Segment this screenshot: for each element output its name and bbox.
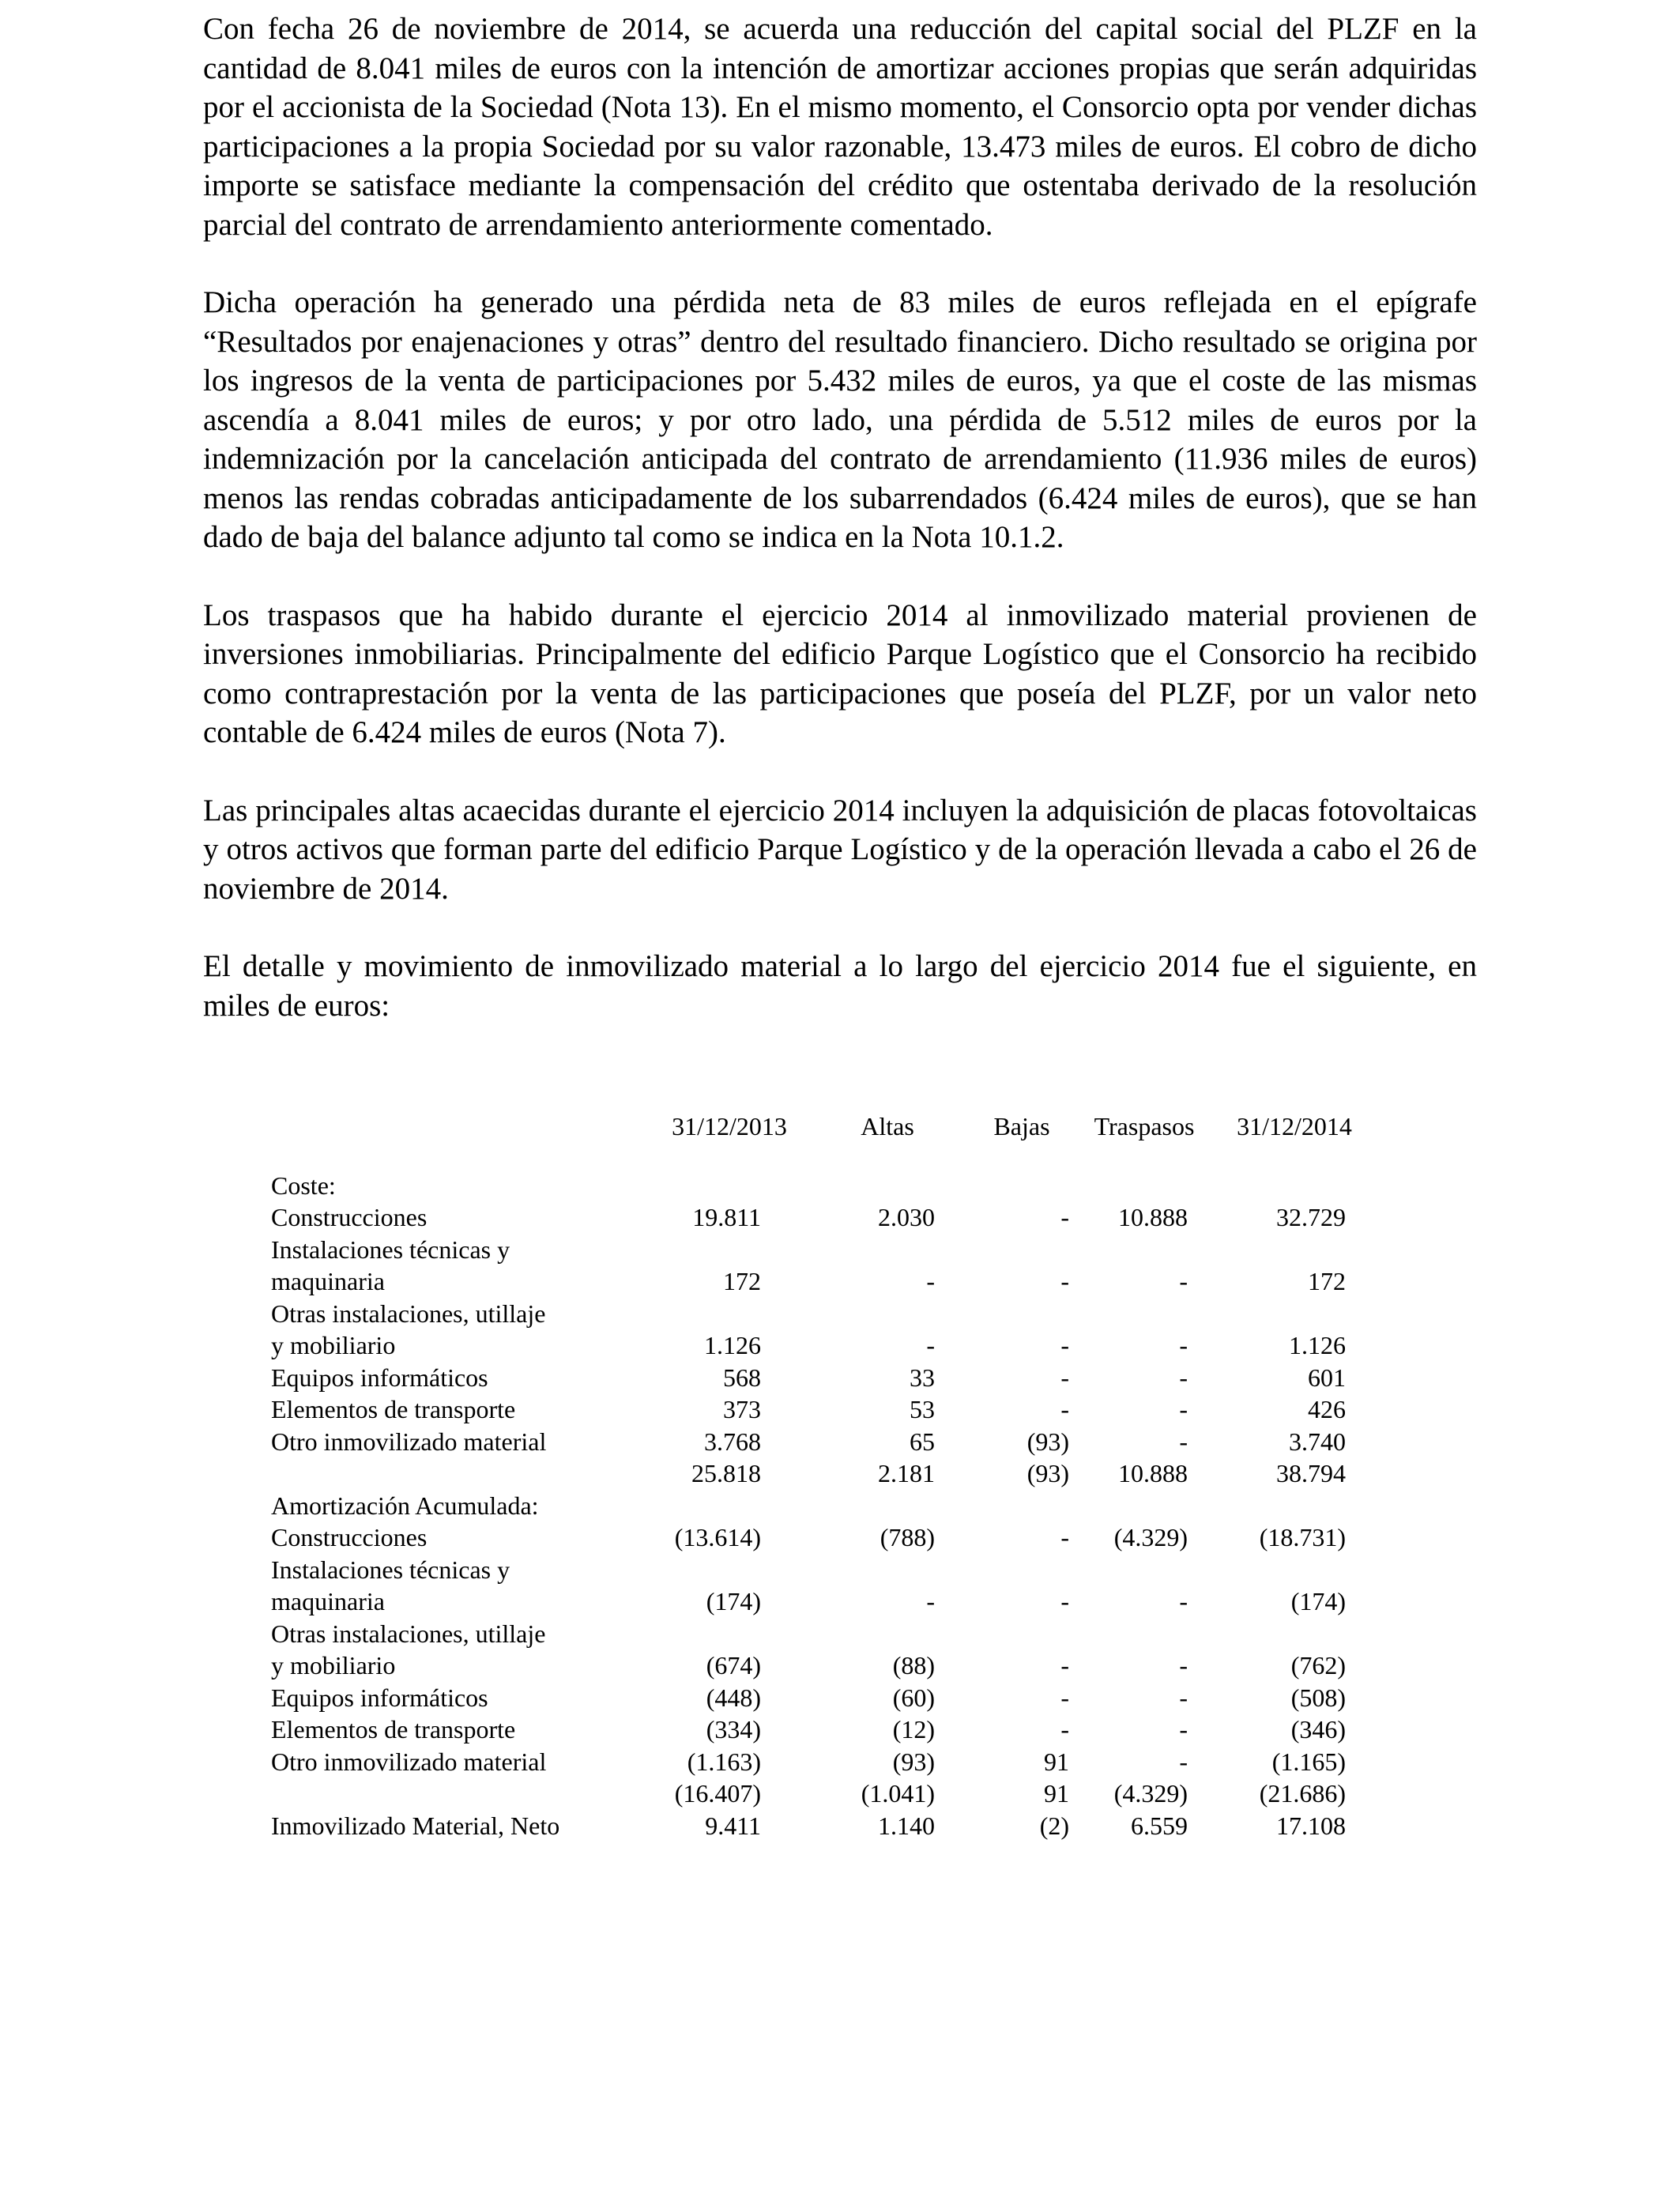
coste-title-row: [271, 1170, 1377, 1202]
header-label: [271, 1110, 650, 1143]
value-altas: 33: [910, 1363, 935, 1392]
value-31-12-2013: (16.407): [674, 1779, 761, 1808]
header-traspasos: Traspasos: [1094, 1112, 1195, 1140]
value-altas: -: [926, 1267, 935, 1295]
value-bajas: -: [1060, 1587, 1069, 1615]
row-label: maquinaria: [271, 1267, 385, 1295]
row-label: Instalaciones técnicas y: [271, 1555, 510, 1584]
empty-cell: [650, 1170, 808, 1202]
paragraph-perdida-neta: Dicha operación ha generado una pérdida neta de 83 miles de euros reflejada en el epígrafe “Resultados por enajenaciones y otras” dentro del resultado financiero. Dicho resultado se origina por los ingresos de la venta de participaciones por 5.432 miles de euros, ya que el coste de las mismas ascendía a 8.041 miles de euros; y por otro lado, una pérdida de 5.512 miles de euros por la indemnización por la cancelación anticipada del contrato de arrendamiento (11.936 miles de euros) menos las rendas cobradas anticipadamente de los subarrendados (6.424 miles de euros), que se han dado de baja del balance adjunto tal como se indica en la Nota 10.1.2.: [203, 285, 1477, 554]
value-traspasos: 6.559: [1131, 1811, 1188, 1840]
amortizacion-total-row: [271, 1777, 1377, 1810]
empty-cell: [650, 1618, 808, 1650]
paragraph-reduccion-capital: Con fecha 26 de noviembre de 2014, se acuerda una reducción del capital social del PLZF en la cantidad de 8.041 miles de euros con la intención de amortizar acciones propias que serán adquiridas por el accionista de la Sociedad (Nota 13). En el mismo momento, el Consorcio opta por vender dichas participaciones a la propia Sociedad por su valor razonable, 13.473 miles de euros. El cobro de dicho importe se satisface mediante la compensación del crédito que ostentaba derivado de la resolución parcial del contrato de arrendamiento anteriormente comentado.: [203, 12, 1477, 242]
empty-cell: [808, 1490, 966, 1522]
empty-cell: [966, 1554, 1077, 1586]
empty-cell: [808, 1298, 966, 1330]
value-traspasos: -: [1179, 1267, 1188, 1295]
empty-cell: [1211, 1490, 1377, 1522]
row-label: Otro inmovilizado material: [271, 1427, 547, 1456]
row-label: Otro inmovilizado material: [271, 1747, 547, 1776]
value-31-12-2013: 568: [723, 1363, 761, 1392]
value-bajas: -: [1060, 1267, 1069, 1295]
value-31-12-2014: 32.729: [1276, 1203, 1346, 1231]
empty-cell: [1077, 1554, 1211, 1586]
paragraph-detalle-intro: El detalle y movimiento de inmovilizado material a lo largo del ejercicio 2014 fue el siguiente, en miles de euros:: [203, 949, 1477, 1023]
empty-cell: [1077, 1170, 1211, 1202]
value-31-12-2013: (674): [706, 1651, 761, 1679]
row-label: y mobiliario: [271, 1331, 396, 1359]
value-bajas: -: [1060, 1523, 1069, 1551]
empty-cell: [808, 1618, 966, 1650]
value-altas: 2.030: [878, 1203, 935, 1231]
empty-cell: [1077, 1234, 1211, 1266]
value-31-12-2013: (1.163): [687, 1747, 761, 1776]
section-title: Coste:: [271, 1171, 336, 1200]
value-altas: 65: [910, 1427, 935, 1456]
table-row: [271, 1393, 1377, 1426]
header-altas: Altas: [861, 1112, 914, 1140]
value-31-12-2013: 9.411: [705, 1811, 761, 1840]
row-label: Otras instalaciones, utillaje: [271, 1299, 546, 1328]
inmovilizado-material-table: [271, 1110, 1377, 1842]
value-31-12-2014: (346): [1290, 1715, 1346, 1744]
value-31-12-2014: (1.165): [1271, 1747, 1346, 1776]
value-altas: 53: [910, 1395, 935, 1423]
empty-cell: [808, 1554, 966, 1586]
empty-cell: [966, 1618, 1077, 1650]
table-body: [271, 1143, 1377, 1842]
row-label: Equipos informáticos: [271, 1683, 488, 1712]
value-altas: -: [926, 1587, 935, 1615]
value-traspasos: -: [1179, 1331, 1188, 1359]
empty-cell: [1211, 1554, 1377, 1586]
value-31-12-2014: 172: [1308, 1267, 1346, 1295]
row-label: Elementos de transporte: [271, 1715, 516, 1744]
header-31-12-2013: 31/12/2013: [672, 1112, 787, 1140]
amortizacion-title-row: [271, 1490, 1377, 1522]
empty-cell: [966, 1298, 1077, 1330]
value-bajas: (93): [1026, 1459, 1069, 1487]
value-traspasos: -: [1179, 1363, 1188, 1392]
table-row: [271, 1521, 1377, 1554]
value-altas: (60): [892, 1683, 935, 1712]
empty-cell: [966, 1234, 1077, 1266]
value-bajas: -: [1060, 1363, 1069, 1392]
value-31-12-2014: (762): [1290, 1651, 1346, 1679]
paragraph-traspasos: Los traspasos que ha habido durante el ejercicio 2014 al inmovilizado material provienen de inversiones inmobiliarias. Principalmente del edificio Parque Logístico que el Consorcio ha recibido como contraprestación por la venta de las participaciones que poseía del PLZF, por un valor neto contable de 6.424 miles de euros (Nota 7).: [203, 598, 1477, 749]
table-row: [271, 1585, 1377, 1618]
value-31-12-2013: 3.768: [704, 1427, 761, 1456]
empty-cell: [1211, 1298, 1377, 1330]
empty-cell: [1211, 1234, 1377, 1266]
value-altas: 2.181: [878, 1459, 935, 1487]
value-bajas: 91: [1044, 1779, 1069, 1808]
value-traspasos: 10.888: [1118, 1203, 1188, 1231]
empty-cell: [808, 1234, 966, 1266]
value-31-12-2013: (13.614): [674, 1523, 761, 1551]
header-bajas: Bajas: [993, 1112, 1050, 1140]
value-31-12-2014: (174): [1290, 1587, 1346, 1615]
value-31-12-2013: (448): [706, 1683, 761, 1712]
value-bajas: -: [1060, 1683, 1069, 1712]
row-label: maquinaria: [271, 1587, 385, 1615]
empty-cell: [650, 1234, 808, 1266]
value-bajas: (93): [1026, 1427, 1069, 1456]
table-row-label-line: [271, 1298, 1377, 1330]
value-bajas: -: [1060, 1651, 1069, 1679]
value-31-12-2014: 1.126: [1289, 1331, 1346, 1359]
value-31-12-2014: (18.731): [1259, 1523, 1346, 1551]
value-bajas: 91: [1044, 1747, 1069, 1776]
table-row: [271, 1265, 1377, 1298]
empty-cell: [650, 1298, 808, 1330]
header-31-12-2014: 31/12/2014: [1237, 1112, 1352, 1140]
row-label: [271, 1457, 650, 1490]
table-row-label-line: [271, 1554, 1377, 1586]
value-bajas: -: [1060, 1395, 1069, 1423]
table-row: [271, 1746, 1377, 1778]
table-row-label-line: [271, 1618, 1377, 1650]
value-31-12-2013: 373: [723, 1395, 761, 1423]
table-row: [271, 1201, 1377, 1234]
table-row: [271, 1649, 1377, 1682]
value-altas: 1.140: [878, 1811, 935, 1840]
row-label: Inmovilizado Material, Neto: [271, 1811, 560, 1840]
value-traspasos: -: [1179, 1395, 1188, 1423]
value-altas: -: [926, 1331, 935, 1359]
value-traspasos: (4.329): [1113, 1779, 1188, 1808]
neto-row: [271, 1810, 1377, 1842]
empty-cell: [966, 1490, 1077, 1522]
value-31-12-2014: 17.108: [1276, 1811, 1346, 1840]
value-traspasos: -: [1179, 1747, 1188, 1776]
value-31-12-2013: 19.811: [692, 1203, 761, 1231]
row-label: Construcciones: [271, 1523, 428, 1551]
empty-cell: [1211, 1618, 1377, 1650]
table-header-row: [271, 1110, 1377, 1143]
row-label: y mobiliario: [271, 1651, 396, 1679]
empty-cell: [1077, 1618, 1211, 1650]
value-traspasos: -: [1179, 1683, 1188, 1712]
value-traspasos: -: [1179, 1587, 1188, 1615]
empty-cell: [1077, 1298, 1211, 1330]
table-row-label-line: [271, 1234, 1377, 1266]
table-row: [271, 1426, 1377, 1458]
empty-cell: [966, 1170, 1077, 1202]
value-31-12-2013: (174): [706, 1587, 761, 1615]
row-label: Construcciones: [271, 1203, 428, 1231]
row-label: Equipos informáticos: [271, 1363, 488, 1392]
coste-total-row: [271, 1457, 1377, 1490]
value-traspasos: 10.888: [1118, 1459, 1188, 1487]
value-31-12-2014: 601: [1308, 1363, 1346, 1392]
value-bajas: -: [1060, 1715, 1069, 1744]
value-31-12-2013: (334): [706, 1715, 761, 1744]
value-traspasos: -: [1179, 1651, 1188, 1679]
empty-cell: [650, 1490, 808, 1522]
row-label: Instalaciones técnicas y: [271, 1235, 510, 1264]
value-bajas: -: [1060, 1331, 1069, 1359]
row-label: Otras instalaciones, utillaje: [271, 1619, 546, 1648]
table-row: [271, 1362, 1377, 1394]
table-row: [271, 1329, 1377, 1362]
value-altas: (1.041): [861, 1779, 935, 1808]
empty-cell: [650, 1554, 808, 1586]
value-31-12-2014: 426: [1308, 1395, 1346, 1423]
value-altas: (93): [892, 1747, 935, 1776]
value-31-12-2014: (508): [1290, 1683, 1346, 1712]
value-31-12-2014: 38.794: [1276, 1459, 1346, 1487]
value-traspasos: (4.329): [1113, 1523, 1188, 1551]
value-31-12-2014: 3.740: [1289, 1427, 1346, 1456]
value-altas: (88): [892, 1651, 935, 1679]
row-label: Elementos de transporte: [271, 1395, 516, 1423]
spacer-row: [271, 1143, 1377, 1170]
value-bajas: -: [1060, 1203, 1069, 1231]
value-31-12-2014: (21.686): [1259, 1779, 1346, 1808]
section-title: Amortización Acumulada:: [271, 1491, 539, 1520]
table-row: [271, 1713, 1377, 1746]
empty-cell: [808, 1170, 966, 1202]
value-altas: (12): [892, 1715, 935, 1744]
paragraph-altas: Las principales altas acaecidas durante el ejercicio 2014 incluyen la adquisición de placas fotovoltaicas y otros activos que forman parte del edificio Parque Logístico y de la operación llevada a cabo el 26 de noviembre de 2014.: [203, 793, 1477, 906]
value-bajas: (2): [1039, 1811, 1069, 1840]
value-31-12-2013: 1.126: [704, 1331, 761, 1359]
document-body: [203, 9, 1477, 1025]
table-row: [271, 1682, 1377, 1714]
value-altas: (788): [880, 1523, 935, 1551]
empty-cell: [1211, 1170, 1377, 1202]
empty-cell: [1077, 1490, 1211, 1522]
value-traspasos: -: [1179, 1427, 1188, 1456]
row-label: [271, 1777, 650, 1810]
value-31-12-2013: 172: [723, 1267, 761, 1295]
value-traspasos: -: [1179, 1715, 1188, 1744]
value-31-12-2013: 25.818: [691, 1459, 761, 1487]
